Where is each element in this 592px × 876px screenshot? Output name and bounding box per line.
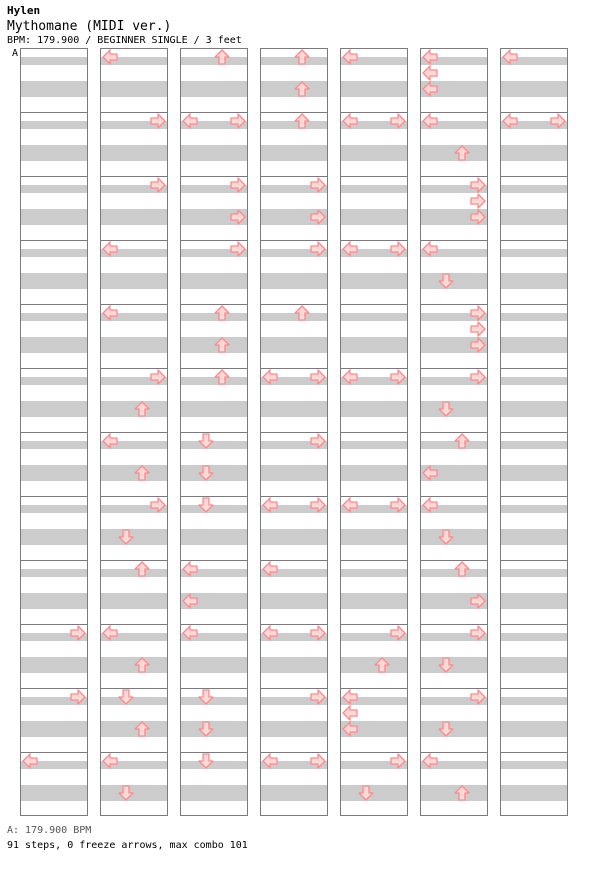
up-arrow-icon bbox=[454, 145, 470, 161]
right-arrow-icon bbox=[310, 209, 326, 225]
measure-line bbox=[501, 176, 567, 177]
chart-column-4 bbox=[260, 48, 328, 816]
right-arrow-icon bbox=[470, 369, 486, 385]
measure-line bbox=[341, 304, 407, 305]
right-arrow-icon bbox=[310, 177, 326, 193]
down-arrow-icon bbox=[198, 753, 214, 769]
up-arrow-icon bbox=[454, 433, 470, 449]
measure-line bbox=[21, 112, 87, 113]
left-arrow-icon bbox=[342, 497, 358, 513]
footer-stats: 91 steps, 0 freeze arrows, max combo 101 bbox=[7, 840, 248, 851]
left-arrow-icon bbox=[102, 625, 118, 641]
up-arrow-icon bbox=[134, 561, 150, 577]
right-arrow-icon bbox=[230, 113, 246, 129]
measure-line bbox=[181, 496, 247, 497]
up-arrow-icon bbox=[134, 465, 150, 481]
right-arrow-icon bbox=[390, 497, 406, 513]
up-arrow-icon bbox=[374, 657, 390, 673]
measure-line bbox=[501, 496, 567, 497]
right-arrow-icon bbox=[470, 337, 486, 353]
left-arrow-icon bbox=[262, 625, 278, 641]
up-arrow-icon bbox=[214, 337, 230, 353]
left-arrow-icon bbox=[342, 369, 358, 385]
left-arrow-icon bbox=[182, 593, 198, 609]
up-arrow-icon bbox=[294, 113, 310, 129]
song-title: Mythomane (MIDI ver.) bbox=[7, 19, 172, 34]
right-arrow-icon bbox=[470, 193, 486, 209]
left-arrow-icon bbox=[262, 369, 278, 385]
measure-line bbox=[21, 496, 87, 497]
right-arrow-icon bbox=[470, 689, 486, 705]
right-arrow-icon bbox=[150, 369, 166, 385]
left-arrow-icon bbox=[102, 241, 118, 257]
footer-bpm: A: 179.900 BPM bbox=[7, 825, 92, 836]
right-arrow-icon bbox=[390, 113, 406, 129]
down-arrow-icon bbox=[198, 433, 214, 449]
left-arrow-icon bbox=[422, 497, 438, 513]
up-arrow-icon bbox=[294, 305, 310, 321]
chart-column-1 bbox=[20, 48, 88, 816]
up-arrow-icon bbox=[214, 305, 230, 321]
measure-line bbox=[21, 432, 87, 433]
artist-name: Hylen bbox=[7, 4, 41, 17]
up-arrow-icon bbox=[294, 49, 310, 65]
measure-line bbox=[101, 688, 167, 689]
measure-line bbox=[501, 304, 567, 305]
left-arrow-icon bbox=[422, 753, 438, 769]
left-arrow-icon bbox=[102, 49, 118, 65]
measure-line bbox=[21, 368, 87, 369]
measure-line bbox=[181, 688, 247, 689]
right-arrow-icon bbox=[70, 625, 86, 641]
down-arrow-icon bbox=[118, 689, 134, 705]
right-arrow-icon bbox=[310, 369, 326, 385]
down-arrow-icon bbox=[438, 529, 454, 545]
down-arrow-icon bbox=[198, 721, 214, 737]
right-arrow-icon bbox=[470, 321, 486, 337]
left-arrow-icon bbox=[262, 561, 278, 577]
up-arrow-icon bbox=[214, 49, 230, 65]
left-arrow-icon bbox=[182, 113, 198, 129]
measure-line bbox=[501, 368, 567, 369]
right-arrow-icon bbox=[470, 177, 486, 193]
measure-line bbox=[181, 752, 247, 753]
left-arrow-icon bbox=[342, 241, 358, 257]
measure-line bbox=[21, 176, 87, 177]
chart-column-5 bbox=[340, 48, 408, 816]
left-arrow-icon bbox=[422, 241, 438, 257]
up-arrow-icon bbox=[134, 401, 150, 417]
measure-line bbox=[501, 688, 567, 689]
right-arrow-icon bbox=[310, 241, 326, 257]
chart-column-6 bbox=[420, 48, 488, 816]
right-arrow-icon bbox=[310, 689, 326, 705]
left-arrow-icon bbox=[342, 705, 358, 721]
right-arrow-icon bbox=[230, 241, 246, 257]
up-arrow-icon bbox=[134, 721, 150, 737]
left-arrow-icon bbox=[422, 465, 438, 481]
right-arrow-icon bbox=[150, 497, 166, 513]
right-arrow-icon bbox=[390, 753, 406, 769]
right-arrow-icon bbox=[470, 209, 486, 225]
measure-line bbox=[501, 240, 567, 241]
measure-line bbox=[21, 304, 87, 305]
measure-line bbox=[341, 560, 407, 561]
measure-line bbox=[341, 176, 407, 177]
right-arrow-icon bbox=[390, 625, 406, 641]
left-arrow-icon bbox=[182, 625, 198, 641]
chart-column-3 bbox=[180, 48, 248, 816]
left-arrow-icon bbox=[422, 65, 438, 81]
measure-line bbox=[341, 432, 407, 433]
left-arrow-icon bbox=[102, 753, 118, 769]
left-arrow-icon bbox=[422, 113, 438, 129]
measure-line bbox=[501, 752, 567, 753]
left-arrow-icon bbox=[102, 305, 118, 321]
chart-column-7 bbox=[500, 48, 568, 816]
up-arrow-icon bbox=[134, 657, 150, 673]
right-arrow-icon bbox=[550, 113, 566, 129]
right-arrow-icon bbox=[230, 177, 246, 193]
right-arrow-icon bbox=[150, 113, 166, 129]
chart-column-2 bbox=[100, 48, 168, 816]
left-arrow-icon bbox=[22, 753, 38, 769]
measure-line bbox=[181, 432, 247, 433]
left-arrow-icon bbox=[342, 721, 358, 737]
down-arrow-icon bbox=[438, 657, 454, 673]
measure-line bbox=[501, 560, 567, 561]
right-arrow-icon bbox=[470, 625, 486, 641]
measure-line bbox=[21, 560, 87, 561]
left-arrow-icon bbox=[422, 81, 438, 97]
right-arrow-icon bbox=[70, 689, 86, 705]
down-arrow-icon bbox=[198, 465, 214, 481]
up-arrow-icon bbox=[454, 785, 470, 801]
measure-line bbox=[501, 624, 567, 625]
right-arrow-icon bbox=[310, 625, 326, 641]
down-arrow-icon bbox=[198, 689, 214, 705]
right-arrow-icon bbox=[310, 497, 326, 513]
right-arrow-icon bbox=[310, 433, 326, 449]
down-arrow-icon bbox=[118, 785, 134, 801]
right-arrow-icon bbox=[310, 753, 326, 769]
left-arrow-icon bbox=[342, 49, 358, 65]
right-arrow-icon bbox=[390, 369, 406, 385]
up-arrow-icon bbox=[214, 369, 230, 385]
right-arrow-icon bbox=[390, 241, 406, 257]
down-arrow-icon bbox=[358, 785, 374, 801]
up-arrow-icon bbox=[454, 561, 470, 577]
left-arrow-icon bbox=[342, 113, 358, 129]
measure-line bbox=[21, 240, 87, 241]
right-arrow-icon bbox=[470, 305, 486, 321]
down-arrow-icon bbox=[438, 721, 454, 737]
right-arrow-icon bbox=[470, 593, 486, 609]
left-arrow-icon bbox=[342, 689, 358, 705]
bpm-marker-label: A bbox=[12, 48, 19, 59]
down-arrow-icon bbox=[438, 273, 454, 289]
left-arrow-icon bbox=[102, 433, 118, 449]
down-arrow-icon bbox=[438, 401, 454, 417]
left-arrow-icon bbox=[502, 113, 518, 129]
left-arrow-icon bbox=[422, 49, 438, 65]
up-arrow-icon bbox=[294, 81, 310, 97]
right-arrow-icon bbox=[150, 177, 166, 193]
left-arrow-icon bbox=[262, 753, 278, 769]
measure-line bbox=[501, 432, 567, 433]
left-arrow-icon bbox=[502, 49, 518, 65]
chart-info: BPM: 179.900 / BEGINNER SINGLE / 3 feet bbox=[7, 35, 242, 46]
left-arrow-icon bbox=[262, 497, 278, 513]
down-arrow-icon bbox=[198, 497, 214, 513]
down-arrow-icon bbox=[118, 529, 134, 545]
left-arrow-icon bbox=[182, 561, 198, 577]
right-arrow-icon bbox=[230, 209, 246, 225]
